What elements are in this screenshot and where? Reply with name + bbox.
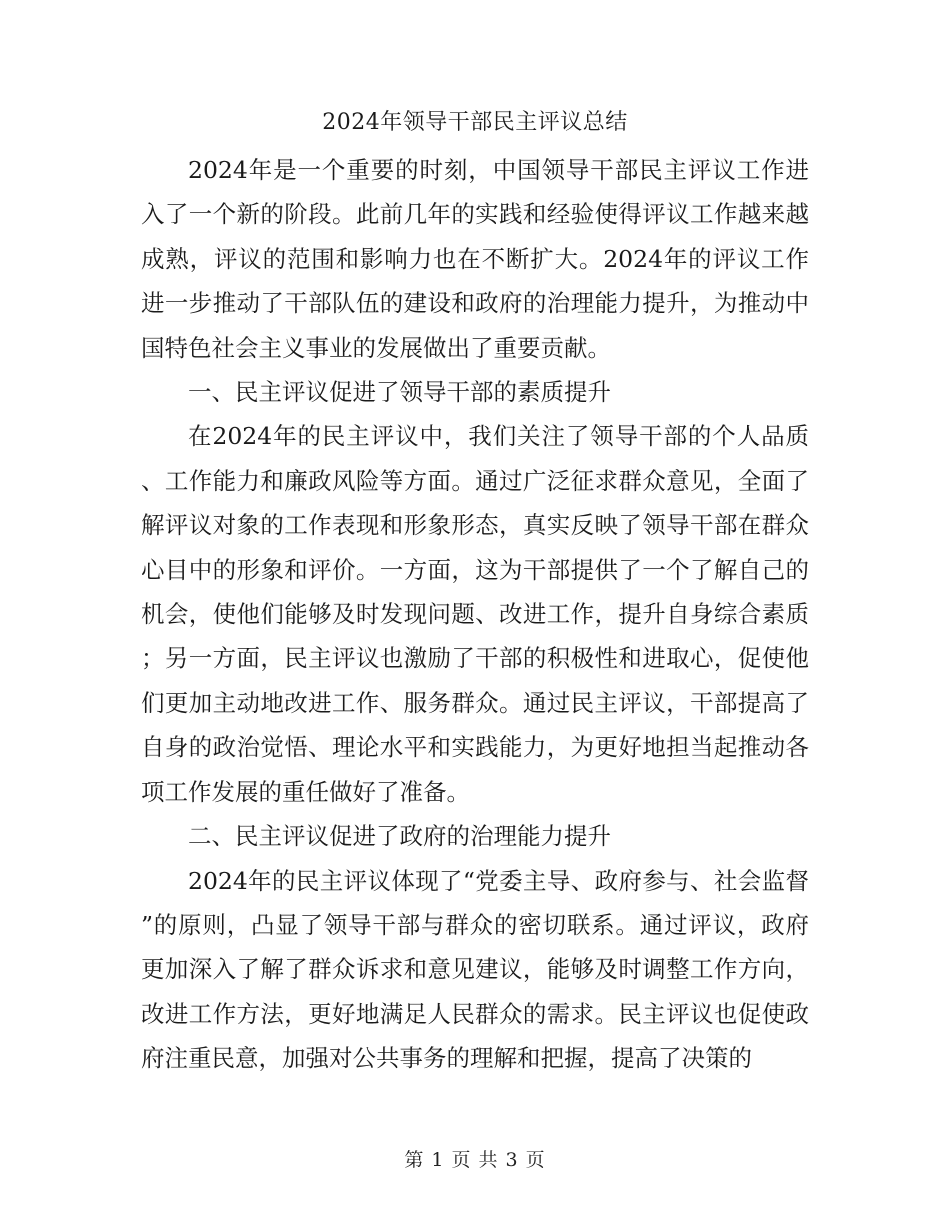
document-title: 2024年领导干部民主评议总结 — [322, 110, 628, 135]
section-heading-1: 一、民主评议促进了领导干部的素质提升 — [188, 378, 611, 407]
paragraph-intro: 2024年是一个重要的时刻，中国领导干部民主评议工作进入了一个新的阶段。此前几年的实践和经验使得评议工作越来越成熟，评议的范围和影响力也在不断扩大。2024年的评议工作进一步推动了干部队伍的建设和政府的治理能力提升，为推动中国特色社会主义事业的发展做出了重要贡献。 — [141, 156, 809, 362]
paragraph-section-1: 在2024年的民主评议中，我们关注了领导干部的个人品质、工作能力和廉政风险等方面。通过广泛征求群众意见，全面了解评议对象的工作表现和形象形态，真实反映了领导干部在群众心目中的形象和评价。一方面，这为干部提供了一个了解自己的机会，使他们能够及时发现问题、改进工作，提升自身综合素质；另一方面，民主评议也激励了干部的积极性和进取心，促使他们更加主动地改进工作、服务群众。通过民主评议，干部提高了自身的政治觉悟、理论水平和实践能力，为更好地担当起推动各项工作发展的重任做好了准备。 — [141, 422, 809, 806]
page-footer: 第 1 页 共 3 页 — [404, 1149, 546, 1171]
document-body — [141, 148, 809, 1081]
section-heading-2: 二、民主评议促进了政府的治理能力提升 — [188, 822, 611, 851]
paragraph-section-2: 2024年的民主评议体现了“党委主导、政府参与、社会监督”的原则，凸显了领导干部与群众的密切联系。通过评议，政府更加深入了解了群众诉求和意见建议，能够及时调整工作方向，改进工作方法，更好地满足人民群众的需求。民主评议也促使政府注重民意，加强对公共事务的理解和把握，提高了决策的 — [141, 866, 809, 1073]
